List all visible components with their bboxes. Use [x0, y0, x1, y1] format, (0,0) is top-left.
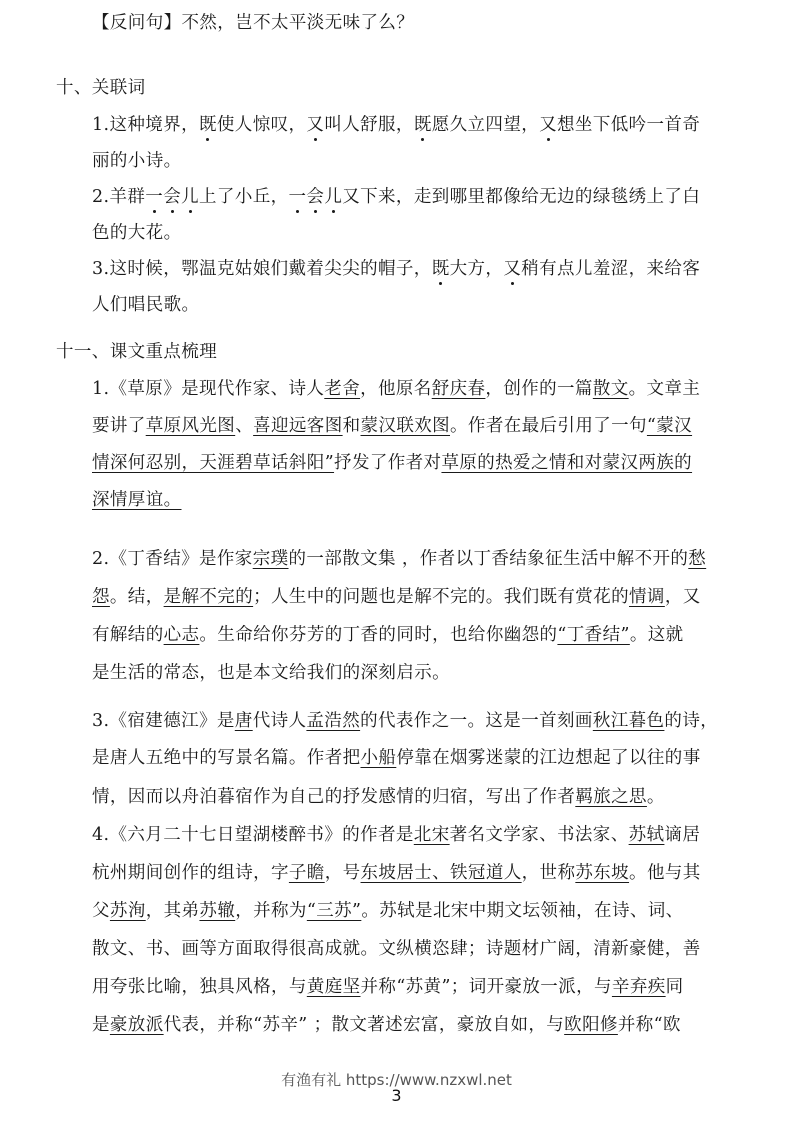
underlined-key-term: 欧阳修 [564, 1015, 618, 1035]
text-line [92, 662, 450, 684]
text-segment: 大方， [449, 259, 504, 279]
text-segment: 情，因而以舟泊暮宿作为自己的抒发感情的归宿，写出了作者 [92, 787, 576, 807]
text-segment: 十一、课文重点梳理 [56, 342, 218, 362]
emphasis-dot-char: 儿 [324, 187, 343, 207]
text-segment: 。他与其 [629, 863, 701, 883]
text-line [92, 489, 182, 511]
text-segment: 是生活的常态，也是本文给我们的深刻启示。 [92, 663, 450, 683]
underlined-key-term: 愁 [688, 549, 707, 569]
text-segment: 。作者在最后引用了一句 [450, 416, 647, 436]
text-segment: ；人生中的问题也是解不完的。我们既有赏花的 [253, 587, 630, 607]
text-line [92, 150, 182, 172]
text-line [92, 258, 700, 280]
text-line [92, 378, 700, 400]
text-segment: 的代表作之一。这是一首刻画 [360, 711, 593, 731]
text-segment: 并称“苏黄”；词开豪放一派，与 [360, 977, 612, 997]
emphasis-dot-char: 又 [306, 115, 325, 135]
underlined-key-term: “三苏” [306, 901, 362, 921]
text-segment: 2.羊群 [92, 187, 146, 207]
text-segment: 人们唱民歌。 [92, 295, 200, 315]
text-segment: 愿久立四望， [431, 115, 540, 135]
text-segment: 杭州期间创作的组诗，字 [92, 863, 289, 883]
text-line [92, 114, 700, 136]
underlined-key-term: 子瞻 [288, 863, 325, 883]
underlined-key-term: 散文 [592, 379, 629, 399]
underlined-key-term: 蒙汉联欢图 [360, 416, 451, 436]
text-segment: 抒发了作者对 [334, 453, 442, 473]
text-line [56, 77, 146, 99]
text-line [92, 710, 718, 732]
underlined-key-term: 北宋 [413, 825, 450, 845]
emphasis-dot-char: 会 [163, 187, 182, 207]
text-segment: 上了小丘， [199, 187, 289, 207]
text-segment: 1.《草原》是现代作家、诗人 [92, 379, 325, 399]
text-segment: ，世称 [521, 863, 576, 883]
text-segment: 。 [646, 787, 665, 807]
text-segment: 想坐下低吟一首奇 [557, 115, 701, 135]
text-line [92, 1014, 681, 1036]
text-segment: 使人惊叹， [216, 115, 307, 135]
text-segment: 代诗人 [252, 711, 307, 731]
text-segment: ，其弟 [145, 901, 200, 921]
text-segment: 。文章主 [628, 379, 701, 399]
text-line [92, 294, 199, 316]
text-segment: 、 [235, 416, 254, 436]
underlined-key-term: 老舍 [324, 379, 361, 399]
text-segment: 。这就 [629, 625, 684, 645]
text-line [92, 12, 414, 34]
emphasis-dot-char: 又 [503, 259, 522, 279]
underlined-key-term: “蒙汉 [646, 416, 693, 436]
underlined-key-term: 心志 [163, 625, 200, 645]
text-segment: 3.《宿建德江》是 [92, 711, 235, 731]
text-line [92, 548, 706, 570]
emphasis-dot-char: 会 [306, 187, 325, 207]
underlined-key-term: 是解不完的 [163, 587, 254, 607]
text-line [92, 900, 684, 922]
text-segment: 停靠在烟雾迷蒙的江边想起了以往的事 [396, 748, 701, 768]
underlined-key-term: 小船 [360, 748, 397, 768]
text-line [92, 222, 182, 244]
underlined-key-term: 苏辙 [199, 901, 236, 921]
text-segment: ，他原名 [360, 379, 432, 399]
text-segment: 的一部散文集 ，作者以丁香结象征生活中解不开的 [288, 549, 689, 569]
emphasis-dot-char: 一 [145, 187, 164, 207]
underlined-key-term: 黄庭坚 [306, 977, 361, 997]
text-segment: 1.这种境界， [92, 115, 199, 135]
text-line [92, 452, 692, 474]
text-line [92, 938, 701, 960]
text-segment: 。结， [109, 587, 164, 607]
text-line [92, 747, 701, 769]
emphasis-dot-char: 既 [199, 115, 217, 135]
underlined-key-term: 深情厚谊。 [92, 490, 182, 510]
underlined-key-term: 喜迎远客图 [253, 416, 343, 436]
underlined-key-term: 唐 [234, 711, 253, 731]
underlined-key-term: 情调 [629, 587, 665, 607]
text-line [92, 586, 701, 608]
text-segment: 同 [665, 977, 684, 997]
text-segment: 丽的小诗。 [92, 151, 182, 171]
text-segment: 代表，并称“苏辛” ；散文著述宏富，豪放自如，与 [163, 1015, 565, 1035]
text-line [92, 624, 684, 646]
text-segment: 并称“欧 [617, 1015, 681, 1035]
text-segment: 3.这时候，鄂温克姑娘们戴着尖尖的帽子， [92, 259, 432, 279]
text-line [92, 824, 700, 846]
text-segment: 十、关联词 [56, 78, 146, 98]
text-segment: ，又 [664, 587, 701, 607]
text-segment: ，创作的一篇 [485, 379, 593, 399]
underlined-key-term: 孟浩然 [306, 711, 361, 731]
underlined-key-term: 羁旅之思 [575, 787, 647, 807]
underlined-key-term: 秋江暮色 [592, 711, 665, 731]
underlined-key-term: 舒庆春 [431, 379, 486, 399]
underlined-key-term: 豪放派 [109, 1015, 164, 1035]
text-segment: 是 [92, 1015, 110, 1035]
text-segment: 要讲了 [92, 416, 146, 436]
text-segment: 2.《丁香结》是作家 [92, 549, 253, 569]
underlined-key-term: 草原风光图 [145, 416, 236, 436]
underlined-key-term: “丁香结” [557, 625, 630, 645]
underlined-key-term: 辛弃疾 [611, 977, 666, 997]
emphasis-dot-char: 一 [288, 187, 307, 207]
text-segment: ，号 [324, 863, 361, 883]
underlined-key-term: 苏洵 [109, 901, 146, 921]
page-number: 3 [391, 1086, 402, 1105]
text-segment: ，并称为 [235, 901, 307, 921]
text-segment: 4.《六月二十七日望湖楼醉书》的作者是 [92, 825, 414, 845]
emphasis-dot-char: 既 [413, 115, 432, 135]
emphasis-dot-char: 儿 [181, 187, 200, 207]
text-segment: 。苏轼是北宋中期文坛领袖，在诗、词、 [361, 901, 684, 921]
text-segment: 的诗， [664, 711, 719, 731]
text-line [92, 862, 701, 884]
text-segment: 散文、书、画等方面取得很高成就。文纵横恣肆；诗题材广阔，清新豪健，善 [92, 939, 701, 959]
emphasis-dot-char: 既 [431, 259, 450, 279]
text-line [56, 341, 217, 363]
text-segment: 是唐人五绝中的写景名篇。作者把 [92, 748, 361, 768]
underlined-key-term: 宗璞 [252, 549, 289, 569]
text-segment: 【反问句】不然，岂不太平淡无味了么？ [92, 13, 415, 33]
emphasis-dot-char: 又 [539, 115, 558, 135]
text-segment: 稍有点儿羞涩，来给客 [521, 259, 701, 279]
text-segment: 父 [92, 901, 110, 921]
text-line [92, 786, 665, 808]
text-segment: 叫人舒服， [324, 115, 414, 135]
text-line [92, 186, 700, 208]
underlined-key-term: 怨 [92, 587, 110, 607]
text-line [92, 415, 692, 437]
underlined-key-term: 东坡居士、铁冠道人 [360, 863, 522, 883]
text-segment: 谪居 [664, 825, 701, 845]
text-segment: 著名文学家、书法家、 [449, 825, 629, 845]
text-segment: 有解结的 [92, 625, 164, 645]
underlined-key-term: 草原的热爱之情和对蒙汉两族的 [441, 453, 693, 473]
underlined-key-term: 苏轼 [628, 825, 665, 845]
text-segment: 又下来，走到哪里都像给无边的绿毯绣上了白 [342, 187, 701, 207]
underlined-key-term: 苏东坡 [575, 863, 630, 883]
footer-watermark: 有渔有礼 https://www.nzxwl.net [281, 1071, 512, 1089]
text-segment: 色的大花。 [92, 223, 182, 243]
underlined-key-term: 情深何忍别，天涯碧草话斜阳” [92, 453, 335, 473]
text-segment: 用夸张比喻，独具风格，与 [92, 977, 307, 997]
text-line [92, 976, 684, 998]
text-segment: 。生命给你芬芳的丁香的同时，也给你幽怨的 [199, 625, 558, 645]
text-segment: 和 [342, 416, 361, 436]
